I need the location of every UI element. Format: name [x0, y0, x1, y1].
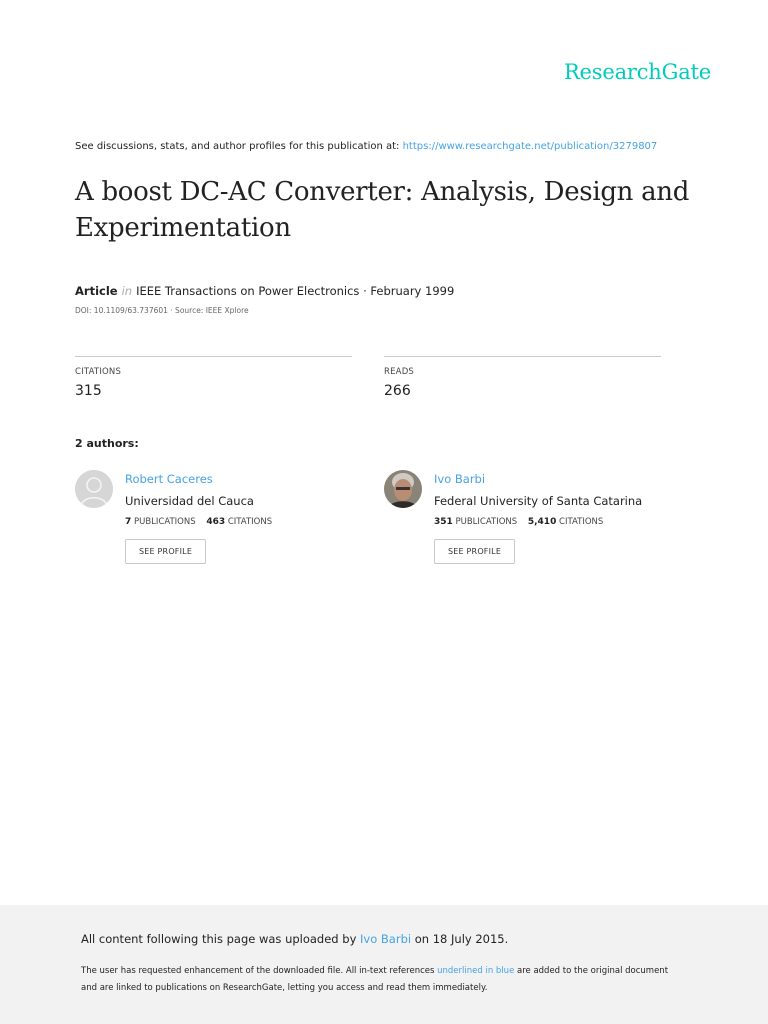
uploaded-suffix: on 18 July 2015.: [414, 932, 509, 946]
citations-stat: [75, 356, 352, 399]
see-profile-button[interactable]: SEE PROFILE: [125, 539, 206, 564]
enhancement-note: [81, 963, 681, 997]
author-institution: Federal University of Santa Catarina: [434, 494, 643, 508]
publications-label: PUBLICATIONS: [133, 517, 196, 527]
uploaded-by-line: [81, 932, 508, 946]
source-prefix: See discussions, stats, and author profiles for this publication at:: [75, 141, 400, 152]
reads-label: READS: [384, 367, 415, 377]
publication-meta: [75, 284, 454, 298]
citations-label: CITATIONS: [227, 517, 273, 527]
author-name-link[interactable]: Ivo Barbi: [434, 472, 486, 486]
journal-name[interactable]: IEEE Transactions on Power Electronics · February 1999: [136, 284, 455, 298]
publication-url-link[interactable]: https://www.researchgate.net/publication/3279807: [402, 141, 658, 152]
publication-source-line: [75, 141, 657, 152]
underlined-in-blue-link[interactable]: underlined in blue: [437, 966, 515, 976]
upload-footer: [0, 905, 768, 1024]
doi-line: DOI: 10.1109/63.737601 · Source: IEEE Xplore: [75, 306, 249, 315]
researchgate-logo[interactable]: ResearchGate: [563, 60, 711, 84]
uploader-link[interactable]: Ivo Barbi: [360, 932, 412, 946]
publications-label: PUBLICATIONS: [455, 517, 518, 527]
see-profile-button[interactable]: SEE PROFILE: [434, 539, 515, 564]
user-photo-icon[interactable]: [384, 470, 422, 508]
reads-stat: [384, 356, 661, 399]
citations-label: CITATIONS: [75, 367, 122, 377]
paper-title: A boost DC-AC Converter: Analysis, Design and Experimentation: [75, 177, 690, 243]
reads-value: 266: [384, 383, 411, 399]
author-institution: Universidad del Cauca: [125, 494, 254, 508]
publications-count: 351: [434, 517, 453, 527]
citations-count: 463: [206, 517, 226, 527]
author-name-link[interactable]: Robert Caceres: [125, 472, 213, 486]
author-stats: [434, 517, 684, 527]
author-stats: [125, 517, 375, 527]
note-prefix: The user has requested enhancement of the downloaded file. All in-text references: [81, 966, 435, 976]
uploaded-prefix: All content following this page was uploaded by: [81, 932, 357, 946]
citations-label: CITATIONS: [559, 517, 604, 527]
citations-value: 315: [75, 383, 102, 399]
default-user-avatar-icon[interactable]: [75, 470, 113, 508]
citations-count: 5,410: [527, 517, 557, 527]
article-type: Article: [75, 284, 118, 298]
authors-heading: 2 authors:: [75, 437, 139, 450]
publications-count: 7: [125, 517, 132, 527]
in-label: in: [121, 284, 133, 298]
note-suffix: are added to the original document and are linked to publications on ResearchGate, letting you access and read them immediately.: [81, 966, 669, 993]
